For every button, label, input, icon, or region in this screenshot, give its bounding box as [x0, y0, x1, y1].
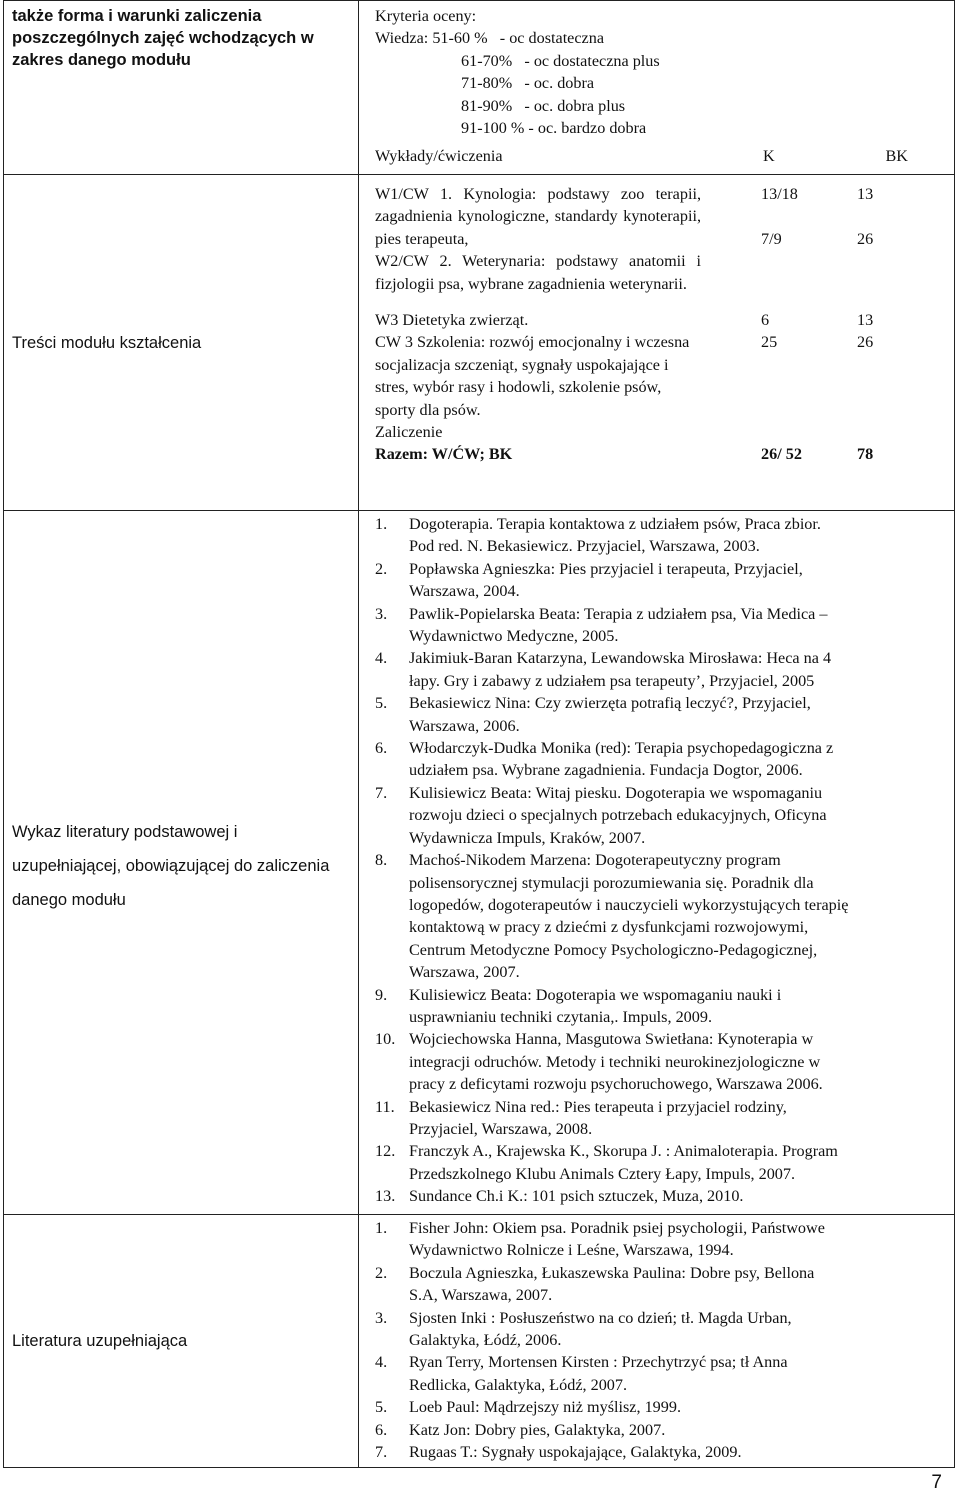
reference-line: Pod red. N. Bekasiewicz. Przyjaciel, Warszawa, 2003. — [409, 537, 760, 556]
reference-line: Popławska Agnieszka: Pies przyjaciel i terapeuta, Przyjaciel, — [409, 559, 803, 578]
reference-number: 3. — [375, 1308, 388, 1327]
reference-text — [409, 984, 944, 1029]
reference-item — [375, 1351, 944, 1396]
content-item — [375, 309, 954, 331]
reference-number: 5. — [375, 694, 388, 713]
reference-text — [409, 513, 944, 558]
reference-number: 11. — [375, 1097, 395, 1116]
total-k: 26/ 52 — [761, 445, 802, 464]
content-item-text: W3 Dietetyka zwierząt. — [375, 311, 529, 330]
reference-item — [375, 647, 944, 692]
criteria-row — [4, 1, 955, 175]
zaliczenie-label: Zaliczenie — [375, 423, 443, 442]
reference-line: Pawlik-Popielarska Beata: Terapia z udziałem psa, Via Medica – — [409, 604, 828, 623]
criteria-line: Wiedza: 51-60 % - oc dostateczna — [375, 29, 605, 48]
content-item-k: 6 — [761, 311, 770, 330]
reference-line: Sjosten Inki : Posłuszeństwo na co dzień; tł. Magda Urban, — [409, 1308, 792, 1327]
reference-line: Centrum Metodyczne Pomocy Psychologiczno-Pedagogicznej, — [409, 940, 818, 959]
content-item — [375, 230, 954, 295]
reference-line: Sundance Ch.i K.: 101 psich sztuczek, Muza, 2010. — [409, 1187, 744, 1206]
criteria-line: 91-100 % - oc. bardzo dobra — [461, 119, 647, 138]
reference-number: 1. — [375, 515, 388, 533]
reference-line: Jakimiuk-Baran Katarzyna, Lewandowska Mirosława: Heca na 4 — [409, 649, 832, 668]
content-item-k: 13/18 — [761, 185, 798, 203]
reference-text — [409, 1351, 944, 1396]
reference-number: 1. — [375, 1219, 388, 1237]
reference-line: kontaktową w pracy z dziećmi z dysfunkcjami rozwojowymi, — [409, 918, 809, 937]
reference-text — [409, 849, 944, 983]
reference-number: 13. — [375, 1187, 396, 1206]
content-item — [375, 331, 954, 421]
reference-text — [409, 1185, 944, 1207]
reference-line: Loeb Paul: Mądrzejszy niż myślisz, 1999. — [409, 1398, 681, 1417]
reference-line: Przyjaciel, Warszawa, 2008. — [409, 1119, 593, 1138]
literature-extra-content-cell — [359, 1215, 955, 1468]
reference-number: 5. — [375, 1398, 388, 1417]
reference-line: Kulisiewicz Beata: Dogoterapia we wspomaganiu nauki i — [409, 985, 782, 1004]
literature-extra-label-cell — [4, 1215, 359, 1468]
reference-line: Wydawnictwo Rolnicze i Leśne, Warszawa, 1994. — [409, 1241, 734, 1260]
content-item-text: W1/CW 1. Kynologia: podstawy zoo terapii, zagadnienia kynologiczne, standardy kynoterapii, pies terapeuta, — [375, 185, 701, 248]
content-label: Treści modułu kształcenia — [12, 333, 202, 352]
total-label: Razem: W/ĆW; BK — [375, 445, 513, 464]
content-item-k: 7/9 — [761, 230, 782, 249]
reference-line: Wydawnictwo Medyczne, 2005. — [409, 627, 619, 646]
reference-item — [375, 692, 944, 737]
reference-text — [409, 603, 944, 648]
total-bk: 78 — [857, 445, 874, 464]
content-item-bk: 26 — [857, 230, 874, 249]
content-item-bk: 13 — [857, 185, 874, 203]
header-k: K — [763, 147, 775, 166]
module-table — [3, 0, 955, 1468]
literature-extra-label: Literatura uzupełniająca — [12, 1332, 188, 1351]
reference-line: Katz Jon: Dobry pies, Galaktyka, 2007. — [409, 1420, 666, 1439]
criteria-line: 61-70% - oc dostateczna plus — [461, 51, 660, 70]
criteria-label: także forma i warunki zaliczenia poszczególnych zajęć wchodzących w zakres danego modułu — [12, 7, 314, 69]
reference-text — [409, 1396, 944, 1418]
content-item-bk: 26 — [857, 333, 874, 352]
literature-extra-row — [4, 1215, 955, 1468]
reference-item — [375, 1307, 944, 1352]
literature-basic-label: Wykaz literatury podstawowej i uzupełniającej, obowiązującej do zaliczenia danego modułu — [12, 822, 330, 909]
reference-text — [409, 1262, 944, 1307]
content-item-bk: 13 — [857, 311, 874, 330]
reference-number: 2. — [375, 559, 388, 578]
criteria-line: 81-90% - oc. dobra plus — [461, 96, 626, 115]
reference-line: rozwoju dzieci o specjalnych potrzebach edukacyjnych, Oficyna — [409, 806, 827, 825]
reference-item — [375, 1262, 944, 1307]
reference-text — [409, 1028, 944, 1095]
reference-line: Wojciechowska Hanna, Masgutowa Swietłana: Kynoterapia w — [409, 1030, 814, 1049]
literature-basic-list — [359, 511, 954, 1212]
criteria-line: 71-80% - oc. dobra — [461, 74, 595, 93]
reference-text — [409, 692, 944, 737]
reference-line: Fisher John: Okiem psa. Poradnik psiej psychologii, Państwowe — [409, 1219, 825, 1237]
reference-line: Rugaas T.: Sygnały uspokajające, Galaktyka, 2009. — [409, 1443, 742, 1462]
reference-text — [409, 1441, 944, 1463]
reference-line: Ryan Terry, Mortensen Kirsten : Przechytrzyć psa; tł Anna — [409, 1353, 788, 1372]
reference-line: udziałem psa. Wybrane zagadnienia. Fundacja Dogtor, 2006. — [409, 761, 803, 780]
reference-item — [375, 558, 944, 603]
reference-line: Warszawa, 2006. — [409, 716, 520, 735]
reference-item — [375, 984, 944, 1029]
reference-number: 4. — [375, 649, 388, 668]
reference-line: Franczyk A., Krajewska K., Skorupa J. : Animaloterapia. Program — [409, 1142, 838, 1161]
reference-number: 4. — [375, 1353, 388, 1372]
reference-text — [409, 647, 944, 692]
reference-item — [375, 1028, 944, 1095]
reference-text — [409, 1140, 944, 1185]
reference-line: Machoś-Nikodem Marzena: Dogoterapeutyczny program — [409, 851, 781, 870]
reference-number: 7. — [375, 1443, 388, 1462]
reference-item — [375, 1419, 944, 1441]
reference-line: Przedszkolnego Klubu Animals Cztery Łapy, Impuls, 2007. — [409, 1164, 796, 1183]
literature-extra-list — [359, 1215, 954, 1467]
reference-text — [409, 1419, 944, 1441]
criteria-label-cell — [4, 1, 359, 175]
reference-line: pracy z deficytami rozwoju psychoruchowego, Warszawa 2006. — [409, 1075, 823, 1094]
header-lectures: Wykłady/ćwiczenia — [375, 147, 503, 166]
reference-line: usprawnianiu techniki czytania,. Impuls, 2009. — [409, 1007, 712, 1026]
reference-number: 9. — [375, 985, 388, 1004]
header-bk: BK — [885, 147, 908, 166]
reference-item — [375, 1140, 944, 1185]
content-item-k: 25 — [761, 333, 778, 352]
reference-line: logopedów, dogoterapeutów i nauczycieli wykorzystujących terapię — [409, 895, 849, 914]
reference-line: Galaktyka, Łódź, 2006. — [409, 1331, 562, 1350]
reference-number: 3. — [375, 604, 388, 623]
reference-line: Warszawa, 2004. — [409, 582, 520, 601]
reference-text — [409, 737, 944, 782]
reference-text — [409, 1096, 944, 1141]
content-row — [4, 175, 955, 511]
content-item-text: CW 3 Szkolenia: rozwój emocjonalny i wczesna socjalizacja szczeniąt, sygnały uspokajające i stres, wybór rasy i hodowli, szkolenie psów, sporty dla psów. — [375, 333, 690, 419]
reference-item — [375, 782, 944, 849]
reference-line: Wydawnicza Impuls, Kraków, 2007. — [409, 828, 646, 847]
page-number: 7 — [931, 1472, 942, 1493]
reference-item — [375, 513, 944, 558]
reference-line: S.A, Warszawa, 2007. — [409, 1286, 553, 1305]
reference-line: integracji odruchów. Metody i techniki neurokinezjologiczne w — [409, 1052, 821, 1071]
reference-number: 6. — [375, 1420, 388, 1439]
reference-item — [375, 849, 944, 983]
reference-line: Kulisiewicz Beata: Witaj piesku. Dogoterapia we wspomaganiu — [409, 783, 823, 802]
content-content-cell — [359, 175, 955, 511]
reference-item — [375, 1217, 944, 1262]
reference-text — [409, 558, 944, 603]
reference-number: 10. — [375, 1030, 396, 1049]
reference-line: Warszawa, 2007. — [409, 963, 520, 982]
literature-basic-content-cell — [359, 511, 955, 1215]
total-row — [375, 443, 954, 465]
reference-text — [409, 1307, 944, 1352]
reference-number: 2. — [375, 1263, 388, 1282]
reference-number: 6. — [375, 739, 388, 758]
criteria-content-cell — [359, 1, 955, 175]
reference-line: Redlicka, Galaktyka, Łódź, 2007. — [409, 1375, 628, 1394]
reference-item — [375, 603, 944, 648]
reference-number: 12. — [375, 1142, 396, 1161]
criteria-line: Kryteria oceny: — [375, 7, 477, 25]
content-item-text: W2/CW 2. Weterynaria: podstawy anatomii i fizjologii psa, wybrane zagadnienia weterynarii. — [375, 252, 701, 293]
reference-item — [375, 1441, 944, 1463]
literature-basic-label-cell — [4, 511, 359, 1215]
reference-number: 8. — [375, 851, 388, 870]
content-label-cell — [4, 175, 359, 511]
reference-line: polisensorycznej stymulacji porozumiewania się. Poradnik dla — [409, 873, 814, 892]
reference-number: 7. — [375, 783, 388, 802]
reference-line: Boczula Agnieszka, Łukaszewska Paulina: Dobre psy, Bellona — [409, 1263, 815, 1282]
reference-text — [409, 1217, 944, 1262]
reference-item — [375, 1396, 944, 1418]
reference-line: Bekasiewicz Nina red.: Pies terapeuta i przyjaciel rodziny, — [409, 1097, 787, 1116]
reference-line: Dogoterapia. Terapia kontaktowa z udziałem psów, Praca zbior. — [409, 515, 821, 533]
reference-line: łapy. Gry i zabawy z udziałem psa terapeuty’, Przyjaciel, 2005 — [409, 671, 815, 690]
reference-text — [409, 782, 944, 849]
literature-basic-row — [4, 511, 955, 1215]
reference-line: Włodarczyk-Dudka Monika (red): Terapia psychopedagogiczna z — [409, 739, 834, 758]
reference-item — [375, 1096, 944, 1141]
criteria-header — [375, 145, 944, 167]
reference-item — [375, 737, 944, 782]
reference-line: Bekasiewicz Nina: Czy zwierzęta potrafią leczyć?, Przyjaciel, — [409, 694, 811, 713]
reference-item — [375, 1185, 944, 1207]
